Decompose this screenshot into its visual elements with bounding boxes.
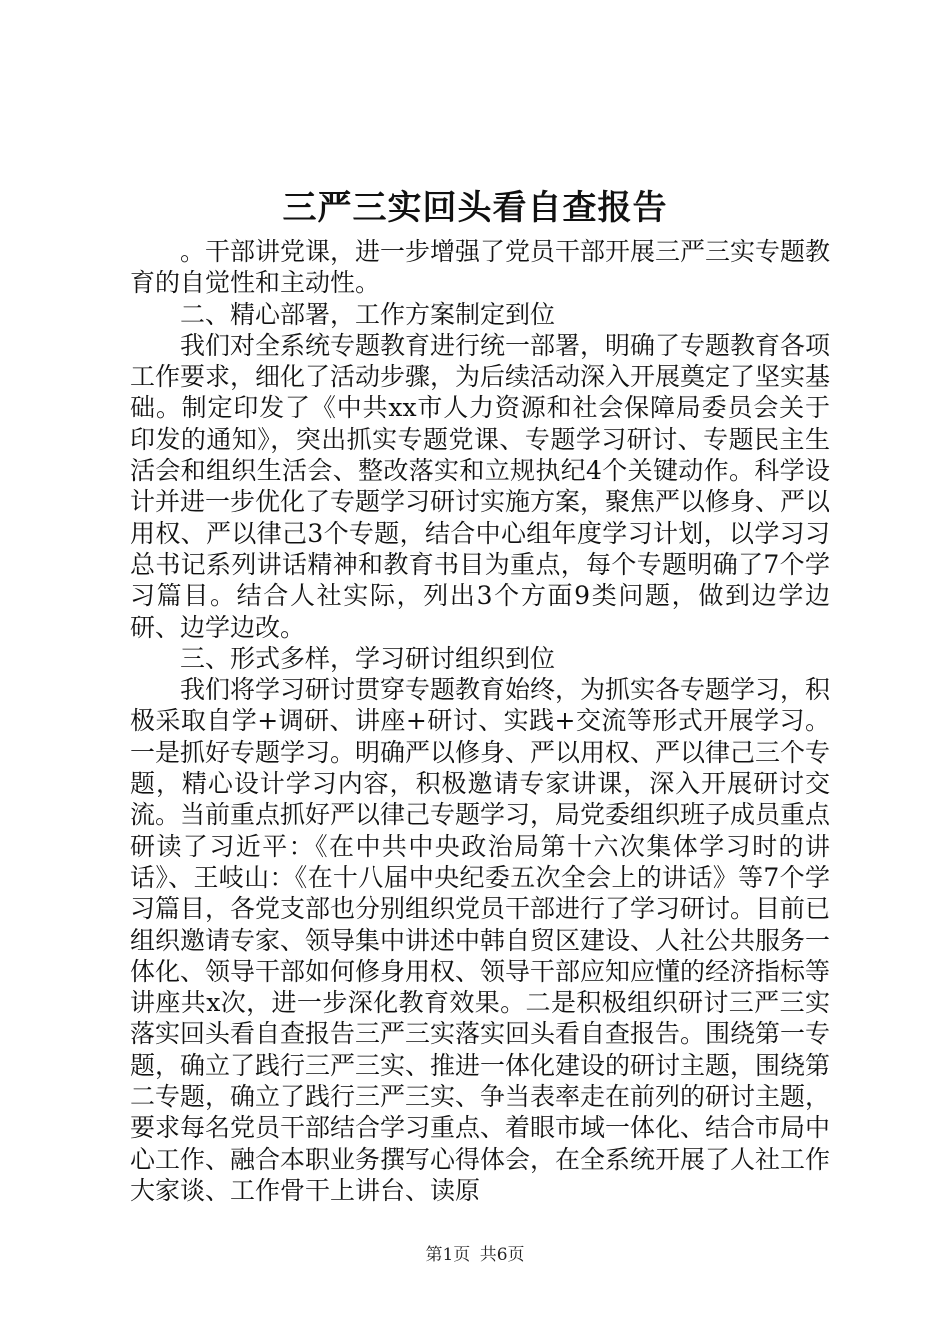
page-title: 三严三实回头看自查报告 [282, 188, 668, 228]
document-body [130, 236, 830, 1206]
page-number: 第1页 [425, 1245, 471, 1265]
paragraph-1: 。干部讲党课，进一步增强了党员干部开展三严三实专题教育的自觉性和主动性。 [130, 237, 831, 298]
page-total: 共6页 [479, 1245, 525, 1265]
page-footer [0, 1243, 950, 1267]
section-heading-3: 三、形式多样，学习研讨组织到位 [180, 643, 556, 673]
paragraph-2: 我们对全系统专题教育进行统一部署，明确了专题教育各项工作要求，细化了活动步骤，为后续活动深入开展奠定了坚实基础。制定印发了《中共xx市人力资源和社会保障局委员会关于印发的通知》，突出抓实专题党课、专题学习研讨、专题民主生活会和组织生活会、整改落实和立规执纪4个关键动作。科学设计并进一步优化了专题学习研讨实施方案，聚焦严以修身、严以用权、严以律己3个专题，结合中心组年度学习计划，以学习习总书记系列讲话精神和教育书目为重点，每个专题明确了7个学习篇目。结合人社实际，列出3个方面9类问题，做到边学边研、边学边改。 [130, 330, 831, 642]
paragraph-3: 我们将学习研讨贯穿专题教育始终，为抓实各专题学习，积极采取自学+调研、讲座+研讨、实践+交流等形式开展学习。一是抓好专题学习。明确严以修身、严以用权、严以律己三个专题，精心设计学习内容，积极邀请专家讲课，深入开展研讨交流。当前重点抓好严以律己专题学习，局党委组织班子成员重点研读了习近平：《在中共中央政治局第十六次集体学习时的讲话》、王岐山：《在十八届中央纪委五次全会上的讲话》等7个学习篇目，各党支部也分别组织党员干部进行了学习研讨。目前已组织邀请专家、领导集中讲述中韩自贸区建设、人社公共服务一体化、领导干部如何修身用权、领导干部应知应懂的经济指标等讲座共x次，进一步深化教育效果。二是积极组织研讨三严三实落实回头看自查报告三严三实落实回头看自查报告。围绕第一专题，确立了践行三严三实、推进一体化建设的研讨主题，围绕第二专题，确立了践行三严三实、争当表率走在前列的研讨主题，要求每名党员干部结合学习重点、着眼市域一体化、结合市局中心工作、融合本职业务撰写心得体会，在全系统开展了人社工作大家谈、工作骨干上讲台、读原 [130, 675, 831, 1205]
section-heading-2: 二、精心部署，工作方案制定到位 [180, 299, 556, 329]
